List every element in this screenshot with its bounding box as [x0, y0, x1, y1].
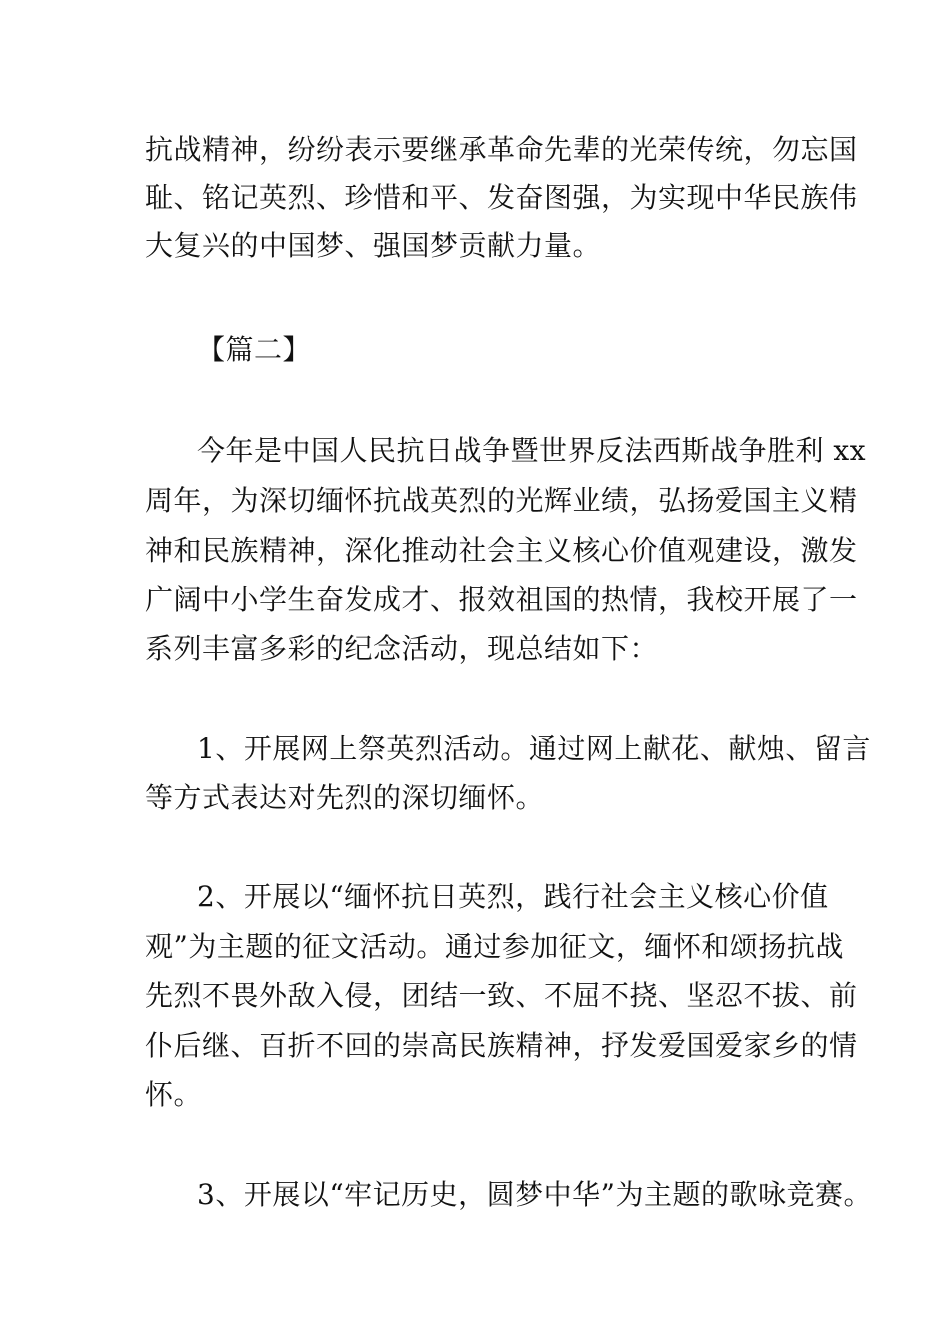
intro-line-2: 周年，为深切缅怀抗战英烈的光辉业绩，弘扬爱国主义精 [145, 484, 858, 517]
item-2-line-5: 怀。 [145, 1078, 203, 1111]
intro-line-5: 系列丰富多彩的纪念活动，现总结如下： [145, 632, 659, 665]
paragraph-1-line-2: 耻、铭记英烈、珍惜和平、发奋图强，为实现中华民族伟 [145, 181, 858, 214]
intro-line-3: 神和民族精神，深化推动社会主义核心价值观建设，激发 [145, 534, 858, 567]
section-heading: 【篇二】 [197, 333, 312, 366]
paragraph-1-line-1: 抗战精神，纷纷表示要继承革命先辈的光荣传统，勿忘国 [145, 133, 858, 166]
item-2-line-3: 先烈不畏外敌入侵，团结一致、不屈不挠、坚忍不拔、前 [145, 979, 858, 1012]
item-2-line-4: 仆后继、百折不回的崇高民族精神，抒发爱国爱家乡的情 [145, 1029, 858, 1062]
item-3-line-1: 3、开展以“牢记历史，圆梦中华”为主题的歌咏竞赛。 [197, 1178, 872, 1211]
intro-line-4: 广阔中小学生奋发成才、报效祖国的热情，我校开展了一 [145, 583, 858, 616]
item-1-line-1: 1、开展网上祭英烈活动。通过网上献花、献烛、留言 [197, 732, 871, 765]
item-1-line-2: 等方式表达对先烈的深切缅怀。 [145, 781, 545, 814]
item-2-line-1: 2、开展以“缅怀抗日英烈，践行社会主义核心价值 [197, 880, 829, 913]
item-2-line-2: 观”为主题的征文活动。通过参加征文，缅怀和颂扬抗战 [145, 930, 844, 963]
intro-line-1: 今年是中国人民抗日战争暨世界反法西斯战争胜利 xx [197, 434, 866, 467]
paragraph-1-line-3: 大复兴的中国梦、强国梦贡献力量。 [145, 229, 602, 262]
